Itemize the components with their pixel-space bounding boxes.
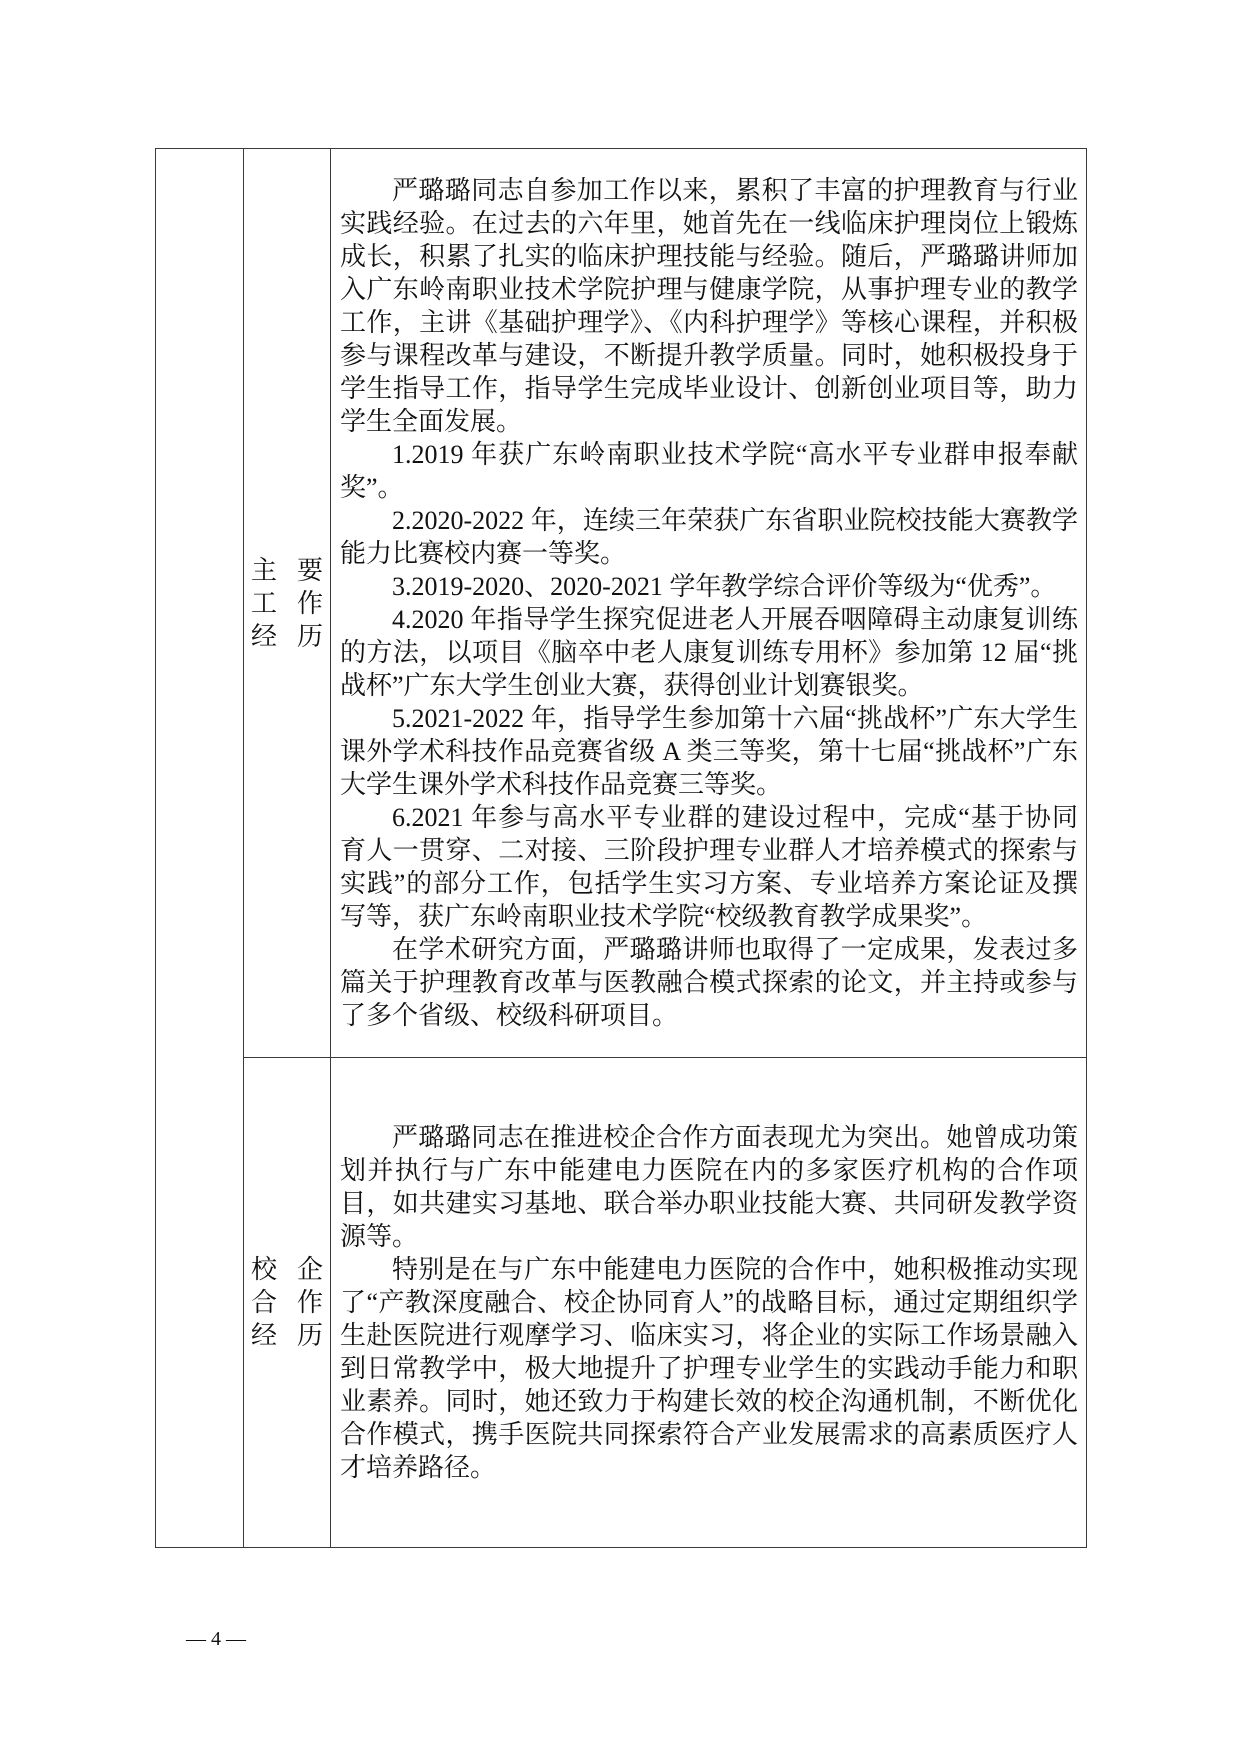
cooperation-label-line-2: 合作	[251, 1288, 323, 1317]
work-experience-item-5: 5.2021-2022 年，指导学生参加第十六届“挑战杯”广东大学生课外学术科技作品竞赛省级 A 类三等奖，第十七届“挑战杯”广东大学生课外学术科技作品竞赛三等奖。	[340, 704, 1078, 799]
work-experience-item-2: 2.2020-2022 年，连续三年荣获广东省职业院校技能大赛教学能力比赛校内赛一等奖。	[340, 506, 1078, 568]
merged-left-column-cell	[156, 149, 244, 1547]
work-experience-intro-paragraph: 严璐璐同志自参加工作以来，累积了丰富的护理教育与行业实践经验。在过去的六年里，她首先在一线临床护理岗位上锻炼成长，积累了扎实的临床护理技能与经验。随后，严璐璐讲师加入广东岭南职业技术学院护理与健康学院，从事护理专业的教学工作，主讲《基础护理学》、《内科护理学》等核心课程，并积极参与课程改革与建设，不断提升教学质量。同时，她积极投身于学生指导工作，指导学生完成毕业设计、创新创业项目等，助力学生全面发展。	[340, 176, 1078, 436]
page-number: — 4 —	[186, 1628, 246, 1650]
cooperation-intro-paragraph: 严璐璐同志在推进校企合作方面表现尤为突出。她曾成功策划并执行与广东中能建电力医院在内的多家医疗机构的合作项目，如共建实习基地、联合举办职业技能大赛、共同研发教学资源等。	[340, 1123, 1078, 1251]
work-experience-item-4: 4.2020 年指导学生探究促进老人开展吞咽障碍主动康复训练的方法，以项目《脑卒中老人康复训练专用杯》参加第 12 届“挑战杯”广东大学生创业大赛，获得创业计划赛银奖。	[340, 605, 1078, 700]
work-experience-content-cell	[331, 149, 1086, 1058]
work-experience-research-paragraph: 在学术研究方面，严璐璐讲师也取得了一定成果，发表过多篇关于护理教育改革与医教融合模式探索的论文，并主持或参与了多个省级、校级科研项目。	[340, 935, 1078, 1030]
work-experience-item-3: 3.2019-2020、2020-2021 学年教学综合评价等级为“优秀”。	[392, 572, 1057, 601]
work-experience-label-cell	[244, 149, 331, 1058]
work-experience-label-line-1: 主要	[251, 555, 323, 585]
work-experience-item-6: 6.2021 年参与高水平专业群的建设过程中，完成“基于协同育人一贯穿、二对接、三阶段护理专业群人才培养模式的探索与实践”的部分工作，包括学生实习方案、专业培养方案论证及撰写等，获广东岭南职业技术学院“校级教育教学成果奖”。	[340, 803, 1078, 931]
cooperation-label-line-1: 校企	[251, 1255, 323, 1284]
cooperation-content-cell	[331, 1058, 1086, 1547]
cooperation-label-line-3: 经历	[251, 1321, 323, 1350]
work-experience-label-line-2: 工作	[251, 588, 323, 618]
resume-table	[155, 148, 1087, 1548]
cooperation-label-cell	[244, 1058, 331, 1547]
work-experience-label-line-3: 经历	[251, 621, 323, 651]
cooperation-detail-paragraph: 特别是在与广东中能建电力医院的合作中，她积极推动实现了“产教深度融合、校企协同育人”的战略目标，通过定期组织学生赴医院进行观摩学习、临床实习，将企业的实际工作场景融入到日常教学中，极大地提升了护理专业学生的实践动手能力和职业素养。同时，她还致力于构建长效的校企沟通机制，不断优化合作模式，携手医院共同探索符合产业发展需求的高素质医疗人才培养路径。	[340, 1255, 1078, 1482]
work-experience-item-1: 1.2019 年获广东岭南职业技术学院“高水平专业群申报奉献奖”。	[340, 440, 1078, 502]
